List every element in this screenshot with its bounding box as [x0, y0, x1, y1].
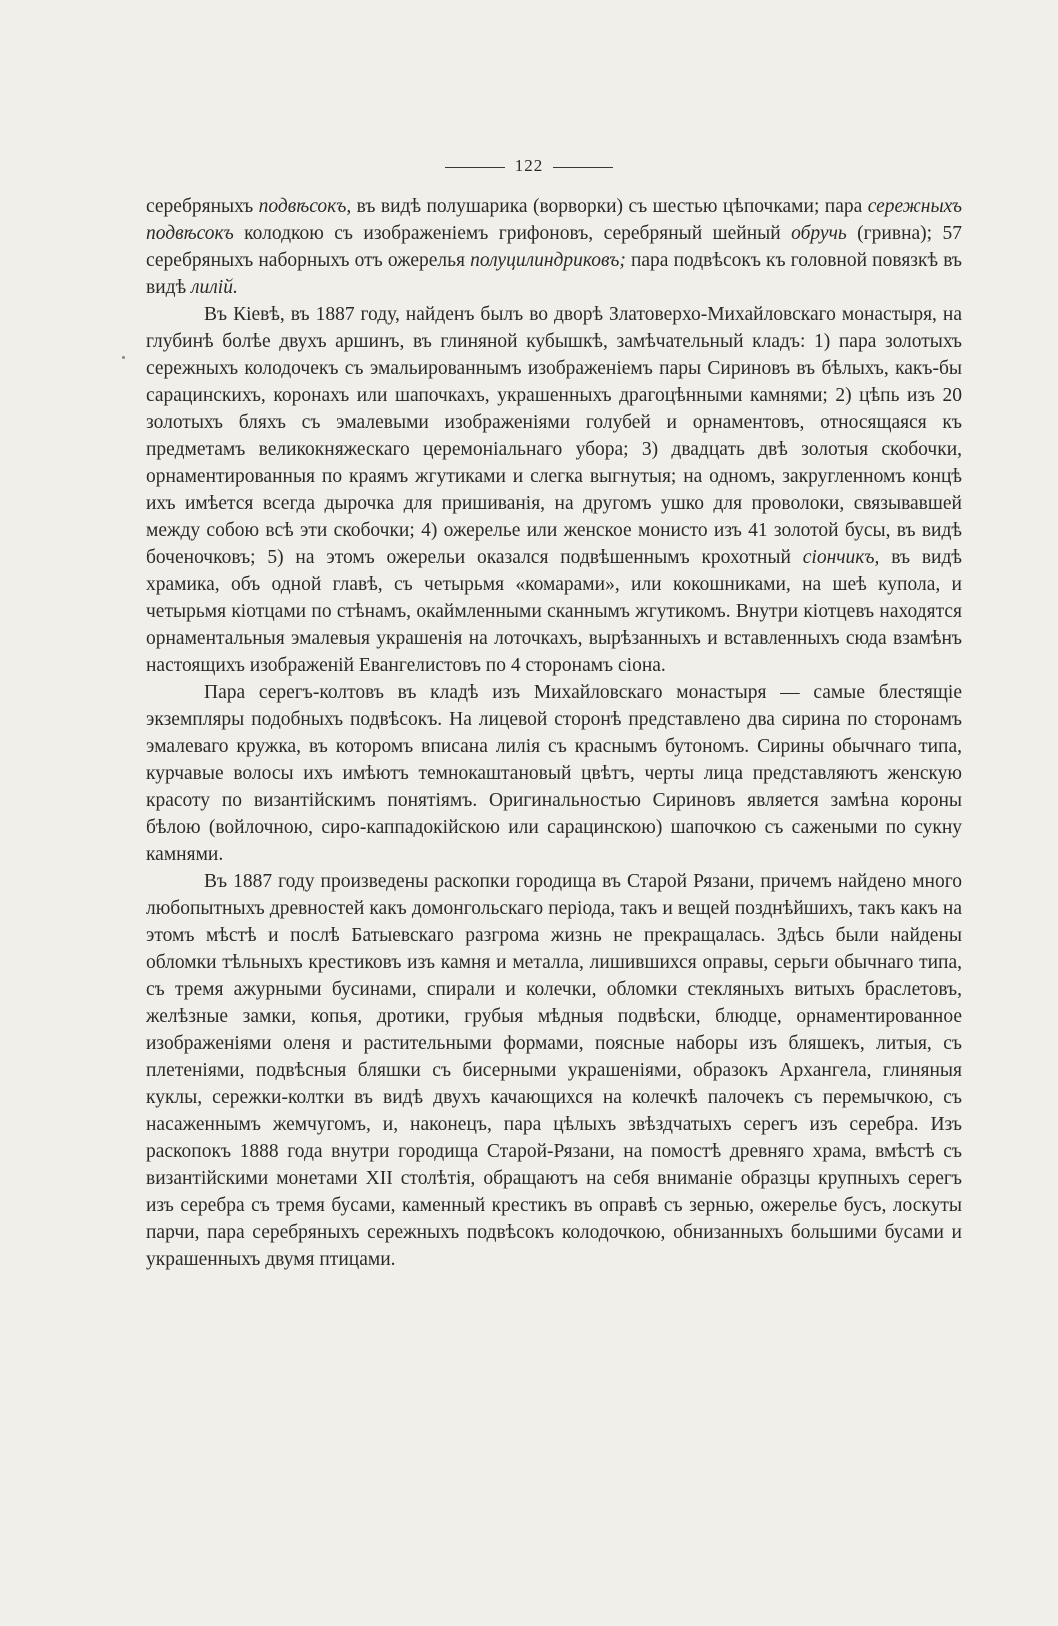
text-run: (гривна); 57 серебряныхъ наборныхъ отъ ожерелья — [146, 223, 963, 271]
italic-term: сережныхъ подвѣсокъ — [146, 196, 962, 244]
text-run: колодкою съ изображеніемъ грифоновъ, серебряный шейный — [233, 223, 792, 244]
paragraph — [146, 868, 962, 1273]
text-run: пара подвѣсокъ къ головной повязкѣ въ видѣ — [146, 250, 962, 298]
paper-speck — [122, 356, 125, 359]
italic-term: лилій. — [191, 277, 238, 298]
italic-term: сіончикъ, — [802, 547, 880, 568]
text-run: Въ Кіевѣ, въ 1887 году, найденъ былъ во дворѣ Златоверхо-Михайловскаго монастыря, на глубинѣ болѣе двухъ аршинъ, въ глиняной кубышкѣ, замѣчательный кладъ: 1) пара золотыхъ сережныхъ колодочекъ съ эмальированнымъ изображеніемъ пары Сириновъ въ бѣлыхъ, какъ-бы сарацинскихъ, коронахъ или шапочкахъ, украшенныхъ драгоцѣнными камнями; 2) цѣпь изъ 20 золотыхъ бляхъ съ эмалевыми изображеніями голубей и орнаментовъ, относящаяся къ предметамъ великокняжескаго церемоніальнаго убора; 3) двадцать двѣ золотыя скобочки, орнаментированныя по краямъ жгутиками и слегка выгнутыя; на одномъ, закругленномъ концѣ ихъ имѣется всегда дырочка для пришиванія, на другомъ ушко для проволоки, связывавшей между собою всѣ эти скобочки; 4) ожерелье или женское монисто изъ 41 золотой бусы, въ видѣ боченочковъ; 5) на этомъ ожерельи оказался подвѣшеннымъ крохотный — [146, 304, 962, 568]
page-header — [0, 156, 1058, 176]
header-rule-right — [553, 167, 613, 168]
text-run: въ видѣ храмика, объ одной главѣ, съ четырьмя «комарами», или кокошниками, на шеѣ купола, и четырьмя кіотцами по стѣнамъ, окаймленными сканнымъ жгутикомъ. Внутри кіотцевъ находятся орнаментальныя эмалевыя украшенія на лоточкахъ, вырѣзанныхъ и вставленныхъ сюда взамѣнъ настоящихъ изображеній Евангелистовъ по 4 сторонамъ сіона. — [146, 547, 962, 676]
text-run: серебряныхъ — [146, 196, 259, 217]
text-run: въ видѣ полушарика (ворворки) съ шестью цѣпочками; пара — [351, 196, 868, 217]
paragraph — [146, 193, 962, 301]
text-run: Въ 1887 году произведены раскопки городища въ Старой Рязани, причемъ найдено много любопытныхъ древностей какъ домонгольскаго періода, такъ и вещей позднѣйшихъ, такъ какъ на этомъ мѣстѣ и послѣ Батыевскаго разгрома жизнь не прекращалась. Здѣсь были найдены обломки тѣльныхъ крестиковъ изъ камня и металла, лишившихся оправы, серьги обычнаго типа, съ тремя ажурными бусинами, спирали и колечки, обломки стекляныхъ витыхъ браслетовъ, желѣзные замки, копья, дротики, грубыя мѣдныя подвѣски, блюдце, орнаментированное изображеніями оленя и растительными формами, поясные наборы изъ бляшекъ, литыя, съ плетеніями, подвѣсныя бляшки съ бисерными украшеніями, образокъ Архангела, глиняныя куклы, сережки-колтки въ видѣ двухъ качающихся на колечкѣ палочекъ съ перемычкою, съ насаженнымъ жемчугомъ, и, наконецъ, пара цѣлыхъ звѣздчатыхъ серегъ изъ серебра. Изъ раскопокъ 1888 года внутри городища Старой-Рязани, на помостѣ древняго храма, вмѣстѣ съ византійскими монетами XII столѣтія, обращаютъ на себя вниманіе образцы крупныхъ серегъ изъ серебра съ тремя бусами, каменный крестикъ въ оправѣ съ зернью, ожерелье бусъ, лоскуты парчи, пара серебряныхъ сережныхъ подвѣсокъ колодочкою, обнизанныхъ большими бусами и украшенныхъ двумя птицами. — [146, 871, 962, 1270]
italic-term: обручь — [791, 223, 847, 244]
italic-term: полуцилиндриковъ; — [470, 250, 626, 271]
paragraph — [146, 679, 962, 868]
paragraph — [146, 301, 962, 679]
header-rule-left — [445, 167, 505, 168]
italic-term: подвѣсокъ, — [258, 196, 352, 217]
body-text — [146, 193, 962, 1273]
text-run: Пара серегъ-колтовъ въ кладѣ изъ Михайловскаго монастыря — самые блестящіе экземпляры подобныхъ подвѣсокъ. На лицевой сторонѣ представлено два сирина по сторонамъ эмалеваго кружка, въ которомъ вписана лилія съ краснымъ бутономъ. Сирины обычнаго типа, курчавые волосы ихъ имѣютъ темнокаштановый цвѣтъ, черты лица представляютъ женскую красоту по византійскимъ понятіямъ. Оригинальностью Сириновъ является замѣна короны бѣлою (войлочною, сиро-каппадокійскою или сарацинскою) шапочкою съ сажеными по сукну камнями. — [146, 682, 962, 865]
page-number: 122 — [514, 156, 544, 175]
